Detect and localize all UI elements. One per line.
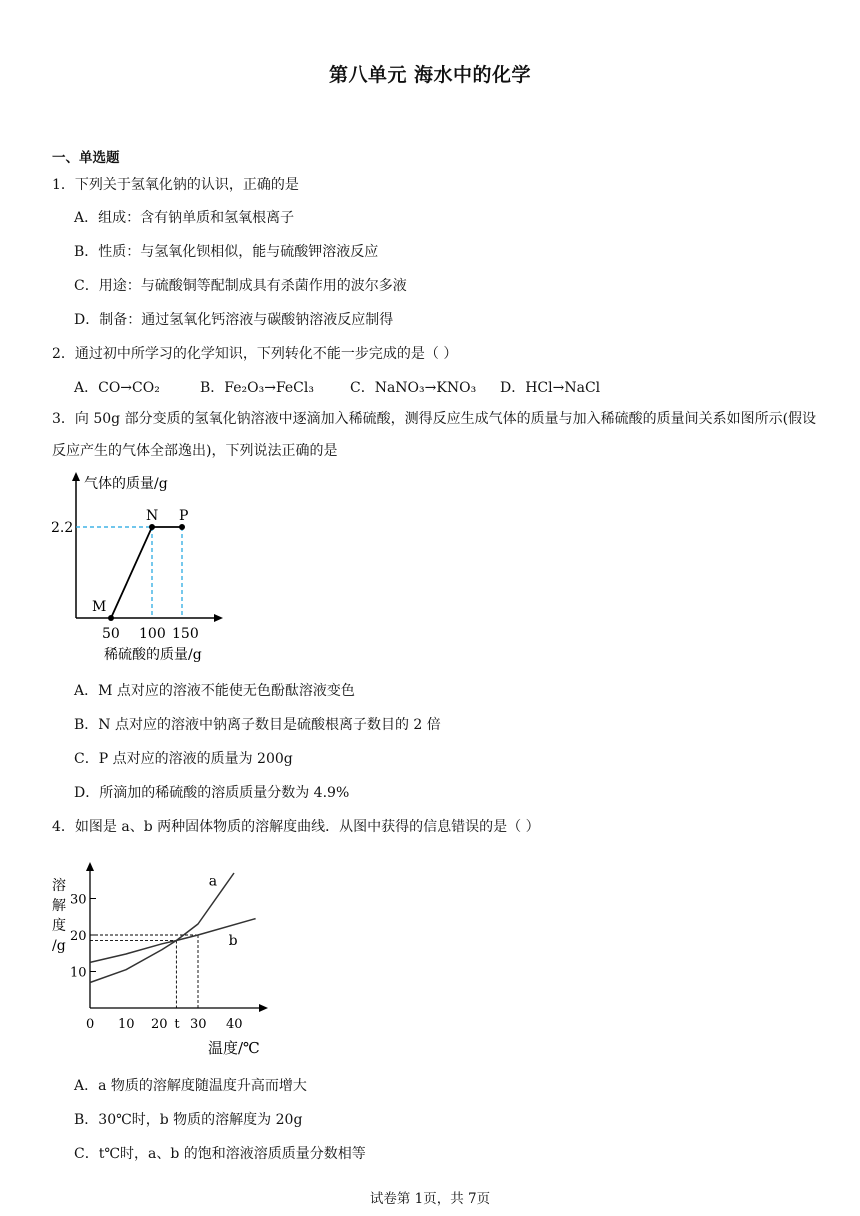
x-tick-50: 50 [102, 626, 120, 642]
x-tick-label-10: 10 [118, 1017, 135, 1032]
guide-lines [90, 935, 198, 1008]
series-a-label: a [208, 873, 218, 890]
point-m [108, 615, 114, 621]
x-axis-arrow [214, 614, 223, 622]
y-axis-arrow [72, 472, 80, 481]
q3-option-b: B．N 点对应的溶液中钠离子数目是硫酸根离子数目的 2 倍 [74, 717, 441, 733]
x-axis-label: 温度/℃ [208, 1039, 260, 1057]
q2-option-d: D．HCl→NaCl [500, 380, 601, 396]
point-n [149, 524, 155, 530]
chart-solubility [48, 858, 278, 1058]
x-tick-label-40: 40 [226, 1017, 243, 1032]
question-4-stem: 4．如图是 a、b 两种固体物质的溶解度曲线．从图中获得的信息错误的是（ ） [52, 819, 540, 835]
series-group [90, 873, 256, 983]
x-tick-150: 150 [172, 626, 199, 642]
y-label-char-2: 解 [52, 898, 66, 914]
question-1-stem: 1．下列关于氢氧化钠的认识，正确的是 [52, 177, 299, 193]
chart-gas-mass [48, 468, 248, 673]
question-3-stem: 3．向 50g 部分变质的氢氧化钠溶液中逐滴加入稀硫酸，测得反应生成气体的质量与加入稀硫酸的质量间关系如图所示(假设反应产生的气体全部逸出)，下列说法正确的是 [52, 411, 817, 459]
section-heading: 一、单选题 [52, 150, 120, 166]
x-tick-100: 100 [139, 626, 166, 642]
q2-option-a: A．CO→CO₂ [74, 380, 160, 396]
x-tick-label-t: t [174, 1017, 180, 1032]
y-tick-label-10: 10 [70, 965, 87, 981]
x-tick-label-30: 30 [190, 1017, 207, 1032]
q3-option-c: C．P 点对应的溶液的质量为 200g [74, 751, 293, 767]
q1-option-b: B．性质：与氢氧化钡相似，能与硫酸钾溶液反应 [74, 244, 379, 260]
y-tick-label-20: 20 [70, 929, 87, 944]
q4-option-c: C．t℃时，a、b 的饱和溶液溶质质量分数相等 [74, 1146, 366, 1162]
page-title: 第八单元 海水中的化学 [328, 64, 532, 86]
x-axis-arrow [259, 1004, 268, 1012]
y-label-char-1: 溶 [52, 878, 66, 894]
q3-option-d: D．所滴加的稀硫酸的溶质质量分数为 4.9% [74, 785, 350, 801]
q2-option-c: C．NaNO₃→KNO₃ [350, 380, 477, 396]
q1-option-a: A．组成：含有钠单质和氢氧根离子 [74, 210, 295, 226]
q4-option-a: A．a 物质的溶解度随温度升高而增大 [74, 1078, 307, 1094]
y-axis-label: 气体的质量/g [84, 476, 168, 492]
page-footer: 试卷第 1页，共 7页 [369, 1191, 491, 1207]
x-tick-label-20: 20 [151, 1017, 168, 1032]
label-n: N [146, 508, 159, 524]
y-label-char-3: 度 [52, 918, 66, 934]
point-p [179, 524, 185, 530]
y-tick-2.2: 2.2 [51, 520, 74, 536]
x-tick-label-0: 0 [86, 1017, 95, 1032]
y-label-char-4: /g [52, 938, 66, 954]
x-axis-label: 稀硫酸的质量/g [104, 647, 202, 663]
label-m: M [92, 599, 107, 615]
y-tick-label-30: 30 [70, 892, 87, 908]
q4-option-b: B．30℃时，b 物质的溶解度为 20g [74, 1112, 303, 1128]
q1-option-c: C．用途：与硫酸铜等配制成具有杀菌作用的波尔多液 [74, 278, 407, 294]
question-2-stem: 2．通过初中所学习的化学知识，下列转化不能一步完成的是（ ） [52, 346, 458, 362]
gas-mass-line [111, 527, 182, 618]
q2-option-b: B．Fe₂O₃→FeCl₃ [200, 380, 314, 396]
q1-option-d: D．制备：通过氢氧化钙溶液与碳酸钠溶液反应制得 [74, 312, 394, 328]
series-b-label: b [228, 933, 238, 950]
q3-option-a: A．M 点对应的溶液不能使无色酚酞溶液变色 [74, 683, 355, 699]
y-axis-arrow [86, 862, 94, 871]
label-p: P [179, 508, 189, 524]
